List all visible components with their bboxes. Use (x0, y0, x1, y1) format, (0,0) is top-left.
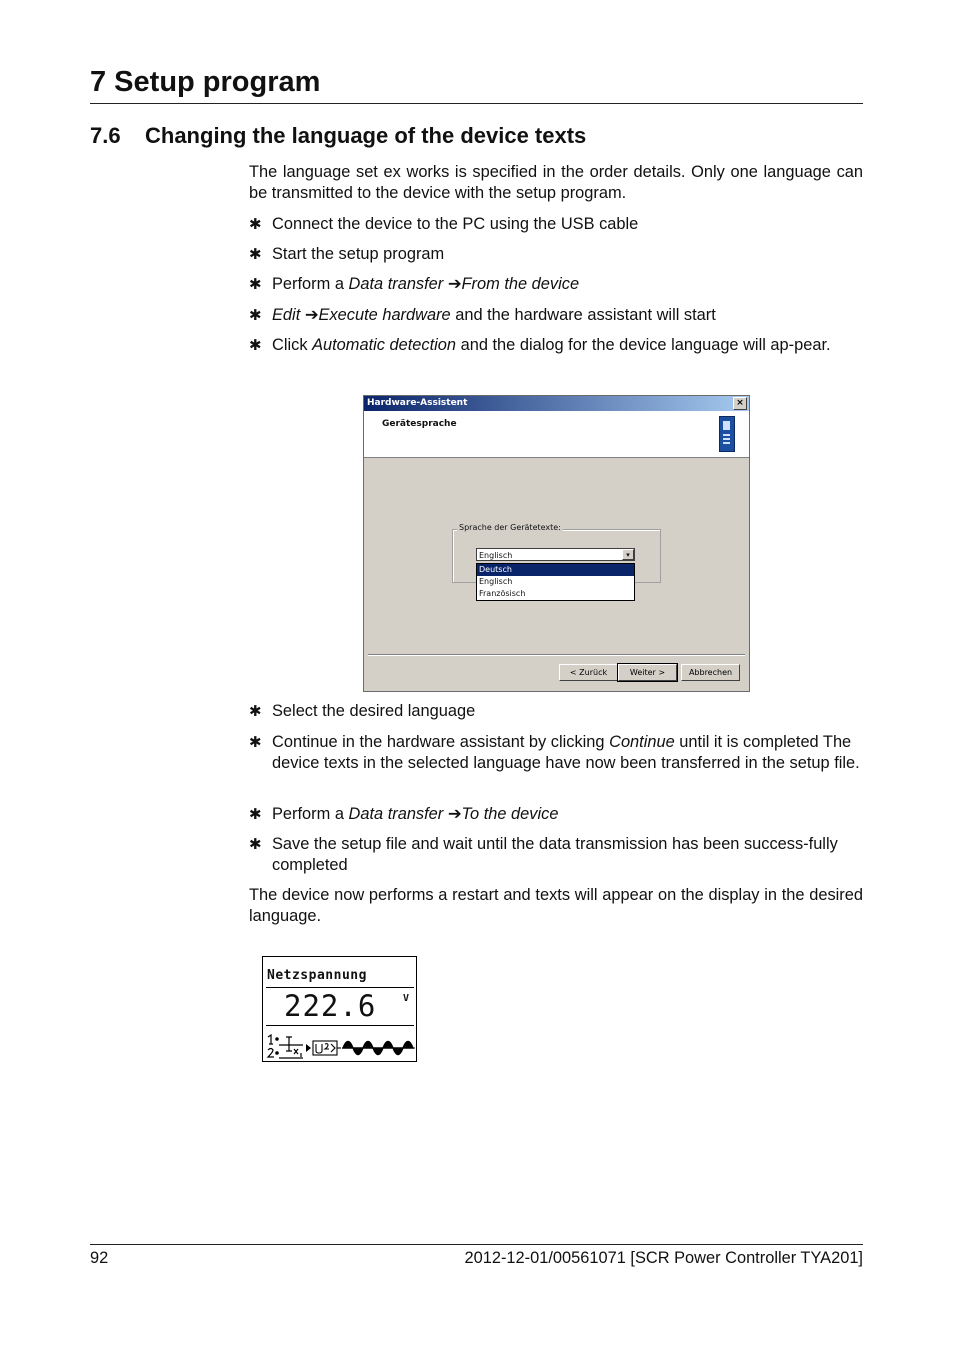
list-item-text: Save the setup file and wait until the data transmission has been success-fully completed (272, 835, 838, 874)
device-display (262, 956, 417, 1062)
back-button[interactable]: < Zurück (559, 664, 618, 681)
hardware-assistant-dialog (363, 395, 750, 692)
device-icon (719, 416, 735, 452)
groupbox-label: Sprache der Gerätetexte: (459, 523, 561, 532)
voltage-input-icon (313, 1041, 341, 1055)
document-reference: 2012-12-01/00561071 [SCR Power Controller TYA201] (464, 1249, 863, 1267)
outro-paragraph: The device now performs a restart and texts will appear on the display in the desired language. (249, 886, 863, 925)
header-rule (90, 103, 863, 104)
cancel-button[interactable]: Abbrechen (681, 664, 740, 681)
section-number: 7.6 (90, 123, 121, 148)
chapter-title: 7 Setup program (90, 66, 321, 98)
dialog-titlebar (364, 396, 749, 411)
chevron-down-icon[interactable]: ▾ (622, 549, 634, 560)
play-arrow-icon (306, 1044, 311, 1052)
sine-wave-icon (342, 1042, 415, 1055)
asterisk-icon: ✱ (249, 246, 262, 263)
list-item-text: Start the setup program (272, 245, 445, 263)
language-dropdown-list (476, 563, 635, 601)
arrow-right-icon: ➔ (304, 306, 319, 324)
list-item (249, 214, 863, 235)
list-item (249, 701, 863, 722)
list-item-text: Connect the device to the PC using the USB cable (272, 215, 639, 233)
close-icon[interactable]: × (733, 397, 747, 410)
display-divider (266, 1025, 414, 1026)
dialog-title: Hardware-Assistent (367, 398, 468, 408)
asterisk-icon: ✱ (249, 337, 262, 354)
page-number: 92 (90, 1249, 109, 1267)
dropdown-option-deutsch[interactable]: Deutsch (477, 564, 634, 576)
intro-paragraph: The language set ex works is specified in the order details. Only one language can be transmitted to the device with the setup program. (249, 163, 863, 202)
dialog-header (364, 411, 749, 458)
list-item-text: Click Automatic detection and the dialog for the device language will ap-pear. (272, 336, 831, 354)
arrow-right-icon: ➔ (447, 805, 462, 823)
asterisk-icon: ✱ (249, 836, 262, 853)
footer-rule (90, 1244, 863, 1245)
dialog-header-title: Gerätesprache (382, 419, 457, 429)
asterisk-icon: ✱ (249, 734, 262, 751)
next-button[interactable]: Weiter > (618, 664, 677, 681)
arrow-right-icon: ➔ (447, 275, 462, 293)
dialog-divider (368, 654, 745, 656)
asterisk-icon: ✱ (249, 307, 262, 324)
display-value: 222.6 (284, 989, 377, 1023)
display-divider (266, 987, 414, 988)
phase-indicator-icon (268, 1035, 303, 1058)
list-item (249, 244, 863, 265)
asterisk-icon: ✱ (249, 703, 262, 720)
list-item (249, 274, 863, 295)
language-select[interactable] (476, 548, 635, 561)
list-item (249, 335, 863, 356)
language-select-value: Englisch (479, 551, 513, 560)
asterisk-icon: ✱ (249, 806, 262, 823)
display-unit: V (403, 993, 410, 1004)
asterisk-icon: ✱ (249, 216, 262, 233)
dropdown-option-franzoesisch[interactable]: Französisch (479, 589, 526, 598)
section-heading (90, 123, 586, 149)
list-item (249, 305, 863, 326)
section-title: Changing the language of the device texts (145, 123, 587, 148)
list-item (249, 834, 863, 876)
asterisk-icon: ✱ (249, 276, 262, 293)
list-item-text: Perform a Data transfer ➔To the device (272, 805, 559, 823)
list-item (249, 804, 863, 825)
dropdown-option-englisch[interactable]: Englisch (479, 577, 513, 586)
list-item-text: Select the desired language (272, 702, 476, 720)
list-item-text: Perform a Data transfer ➔From the device (272, 275, 580, 293)
display-title: Netzspannung (267, 968, 367, 983)
list-item-text: Edit ➔Execute hardware and the hardware assistant will start (272, 306, 716, 324)
list-item-text: Continue in the hardware assistant by clicking Continue until it is completed The device texts in the selected language have now been transferred in the setup file. (272, 733, 860, 772)
display-status-icons (265, 1031, 415, 1061)
list-item (249, 732, 863, 774)
